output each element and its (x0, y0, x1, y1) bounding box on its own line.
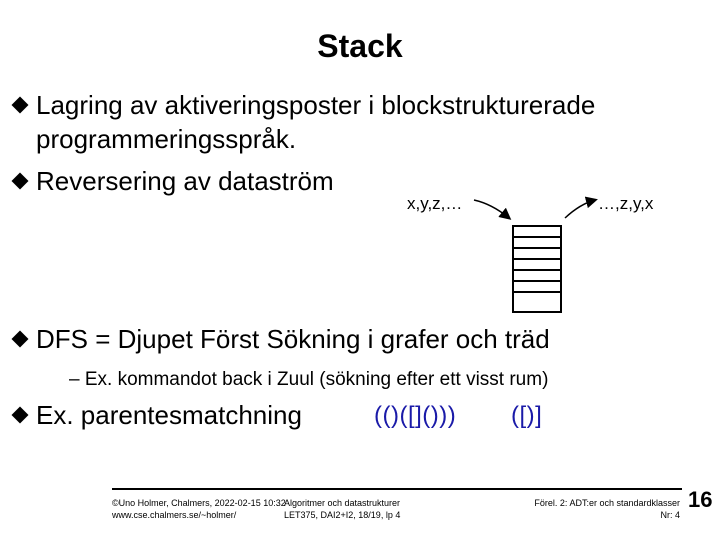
slide-title: Stack (317, 28, 403, 64)
footer-lecture: Förel. 2: ADT:er och standardklasser (534, 498, 680, 508)
stack-output-label: …,z,y,x (598, 194, 654, 213)
stack-slot (514, 293, 560, 302)
footer-left (112, 497, 286, 521)
stack-diagram (512, 225, 562, 313)
footer-right (497, 497, 680, 521)
bullet-text-storage: Lagring av aktiveringsposter i blockstrukturerade (36, 90, 596, 120)
stack-slot (514, 249, 560, 260)
paren-example-unbalanced: ([)] (511, 402, 543, 429)
stack-slot (514, 227, 560, 238)
stack-slot (514, 271, 560, 282)
stack-slot (514, 260, 560, 271)
bullet-text-storage-cont: programmeringsspråk. (36, 124, 297, 154)
pop-arrow (565, 200, 595, 218)
footer-url: www.cse.chalmers.se/~holmer/ (112, 510, 237, 520)
footer-course: Algoritmer och datastrukturer (284, 498, 401, 508)
paren-example-balanced: (()([]())) (374, 402, 457, 429)
bullet-text-dfs: DFS = Djupet Först Sökning i grafer och träd (36, 324, 550, 354)
stack-slot (514, 238, 560, 249)
stack-input-label: x,y,z,… (407, 194, 463, 213)
footer-center (284, 497, 400, 521)
footer-copyright: ©Uno Holmer, Chalmers, 2022-02-15 10:32 (112, 498, 286, 508)
bullet-text-reversal: Reversering av dataström (36, 166, 334, 196)
sub-bullet-zuul: – Ex. kommandot back i Zuul (sökning efter ett visst rum) (69, 369, 549, 390)
footer-divider (112, 488, 682, 490)
push-arrow (474, 200, 509, 218)
page-number: 16 (688, 487, 713, 512)
bullet-text-paren-matching: Ex. parentesmatchning (36, 400, 302, 430)
stack-slot (514, 282, 560, 293)
footer-slide-nr: Nr: 4 (660, 510, 680, 520)
footer-course-code: LET375, DAI2+I2, 18/19, lp 4 (284, 510, 401, 520)
